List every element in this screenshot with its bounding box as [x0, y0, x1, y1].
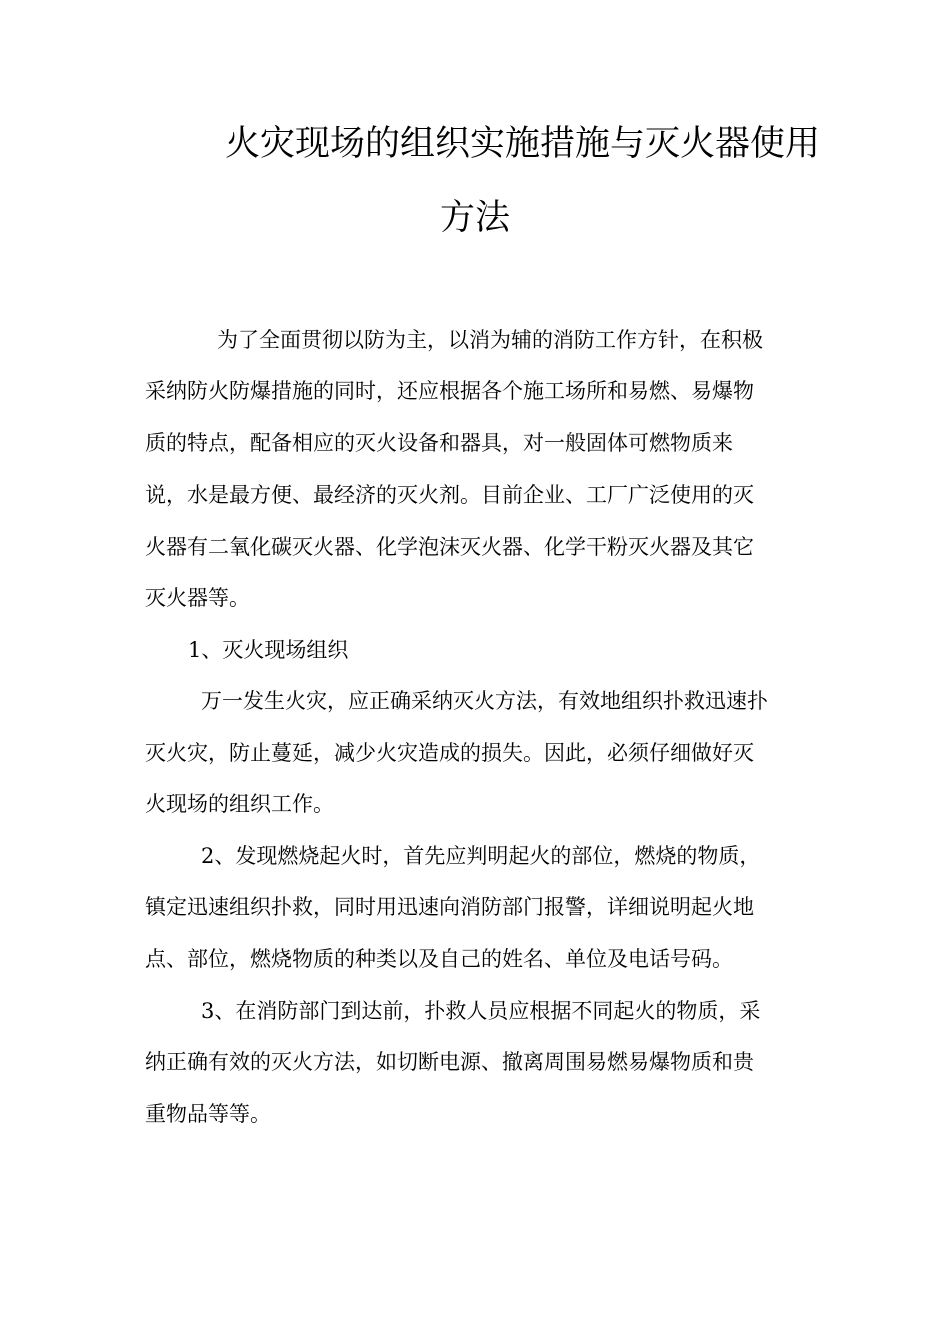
- paragraph-1-line-2: 采纳防火防爆措施的同时，还应根据各个施工场所和易燃、易爆物: [145, 379, 754, 403]
- paragraph-1-line-6: 灭火器等。: [145, 586, 250, 610]
- paragraph-1-line-1: 为了全面贯彻以防为主，以消为辅的消防工作方针，在积极: [217, 328, 763, 352]
- document-title-line-1: 火灾现场的组织实施措施与灭火器使用: [225, 124, 821, 164]
- paragraph-5-line-1: 3、在消防部门到达前，扑救人员应根据不同起火的物质，采: [201, 999, 761, 1023]
- section-heading-1: 1、灭火现场组织: [188, 638, 349, 662]
- paragraph-1-line-5: 火器有二氧化碳灭火器、化学泡沫灭火器、化学干粉灭火器及其它: [145, 535, 754, 559]
- paragraph-4-line-3: 点、部位，燃烧物质的种类以及自己的姓名、单位及电话号码。: [145, 947, 733, 971]
- paragraph-1-line-3: 质的特点，配备相应的灭火设备和器具，对一般固体可燃物质来: [145, 431, 733, 455]
- paragraph-4-line-2: 镇定迅速组织扑救，同时用迅速向消防部门报警，详细说明起火地: [145, 895, 754, 919]
- paragraph-3-line-3: 火现场的组织工作。: [145, 792, 334, 816]
- paragraph-5-line-2: 纳正确有效的灭火方法，如切断电源、撤离周围易燃易爆物质和贵: [145, 1050, 754, 1074]
- paragraph-1-line-4: 说，水是最方便、最经济的灭火剂。目前企业、工厂广泛使用的灭: [145, 483, 754, 507]
- paragraph-3-line-1: 万一发生火灾，应正确采纳灭火方法，有效地组织扑救迅速扑: [201, 689, 768, 713]
- document-title-line-2: 方法: [440, 198, 511, 238]
- paragraph-4-line-1: 2、发现燃烧起火时，首先应判明起火的部位，燃烧的物质，: [201, 844, 761, 868]
- paragraph-3-line-2: 灭火灾，防止蔓延，减少火灾造成的损失。因此，必须仔细做好灭: [145, 741, 754, 765]
- paragraph-5-line-3: 重物品等等。: [145, 1102, 271, 1126]
